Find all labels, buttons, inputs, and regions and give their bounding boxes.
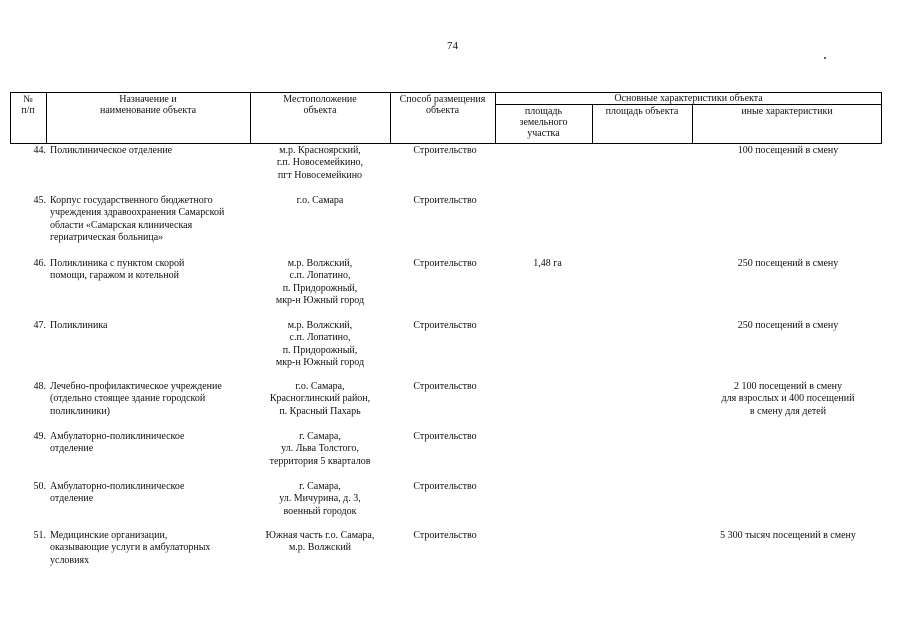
object-location: г.о. Самара: [296, 195, 344, 206]
land-area: 1,48 га: [533, 258, 562, 269]
placement-method: Строительство: [413, 145, 477, 156]
object-location: Южная часть г.о. Самара, м.р. Волжский: [265, 530, 375, 554]
placement-method: Строительство: [413, 381, 477, 392]
row-number: 50.: [33, 481, 46, 492]
placement-method: Строительство: [413, 431, 477, 442]
object-location: г. Самара, ул. Мичурина, д. 3, военный городок: [279, 481, 361, 517]
object-name: Поликлиника: [50, 320, 108, 331]
other-characteristics: 250 посещений в смену: [737, 258, 839, 269]
header-name: Назначение и наименование объекта: [99, 94, 197, 116]
row-number: 51.: [33, 530, 46, 541]
header-method: Способ размещения объекта: [399, 94, 486, 116]
header-land-area: площадь земельного участка: [519, 106, 568, 139]
header-location: Местоположение объекта: [283, 94, 357, 116]
table-header: [10, 92, 882, 144]
placement-method: Строительство: [413, 320, 477, 331]
row-number: 47.: [33, 320, 46, 331]
object-name: Амбулаторно-поликлиническое отделение: [50, 431, 185, 455]
header-characteristics: Основные характеристики объекта: [614, 93, 763, 104]
object-name: Поликлиника с пунктом скорой помощи, гаражом и котельной: [50, 258, 185, 282]
placement-method: Строительство: [413, 195, 477, 206]
placement-method: Строительство: [413, 258, 477, 269]
object-name: Поликлиническое отделение: [50, 145, 173, 156]
header-object-area: площадь объекта: [605, 106, 679, 117]
placement-method: Строительство: [413, 530, 477, 541]
row-number: 49.: [33, 431, 46, 442]
placement-method: Строительство: [413, 481, 477, 492]
object-name: Корпус государственного бюджетного учреждения здравоохранения Самарской области «Самарская клиническая гериатрическая больница»: [50, 195, 225, 244]
other-characteristics: 5 300 тысяч посещений в смену: [720, 530, 856, 541]
object-location: г. Самара, ул. Льва Толстого, территория 5 кварталов: [269, 431, 371, 467]
other-characteristics: 100 посещений в смену: [737, 145, 839, 156]
object-location: м.р. Красноярский, г.п. Новосемейкино, пгт Новосемейкино: [276, 145, 364, 181]
object-name: Лечебно-профилактическое учреждение (отдельно стоящее здание городской поликлиники): [50, 381, 222, 417]
header-num: № п/п: [21, 94, 35, 116]
row-number: 45.: [33, 195, 46, 206]
object-location: м.р. Волжский, с.п. Лопатино, п. Придорожный, мкр-н Южный город: [275, 320, 365, 369]
object-location: м.р. Волжский, с.п. Лопатино, п. Придорожный, мкр-н Южный город: [275, 258, 365, 307]
page-number: 74: [447, 40, 458, 52]
row-number: 44.: [33, 145, 46, 156]
object-name: Медицинские организации, оказывающие услуги в амбулаторных условиях: [50, 530, 211, 566]
object-name: Амбулаторно-поликлиническое отделение: [50, 481, 185, 505]
header-other: иные характеристики: [741, 106, 833, 117]
scan-speck: [824, 57, 826, 59]
row-number: 48.: [33, 381, 46, 392]
row-number: 46.: [33, 258, 46, 269]
other-characteristics: 2 100 посещений в смену для взрослых и 400 посещений в смену для детей: [721, 381, 855, 417]
other-characteristics: 250 посещений в смену: [737, 320, 839, 331]
object-location: г.о. Самара, Красноглинский район, п. Красный Пахарь: [269, 381, 371, 417]
